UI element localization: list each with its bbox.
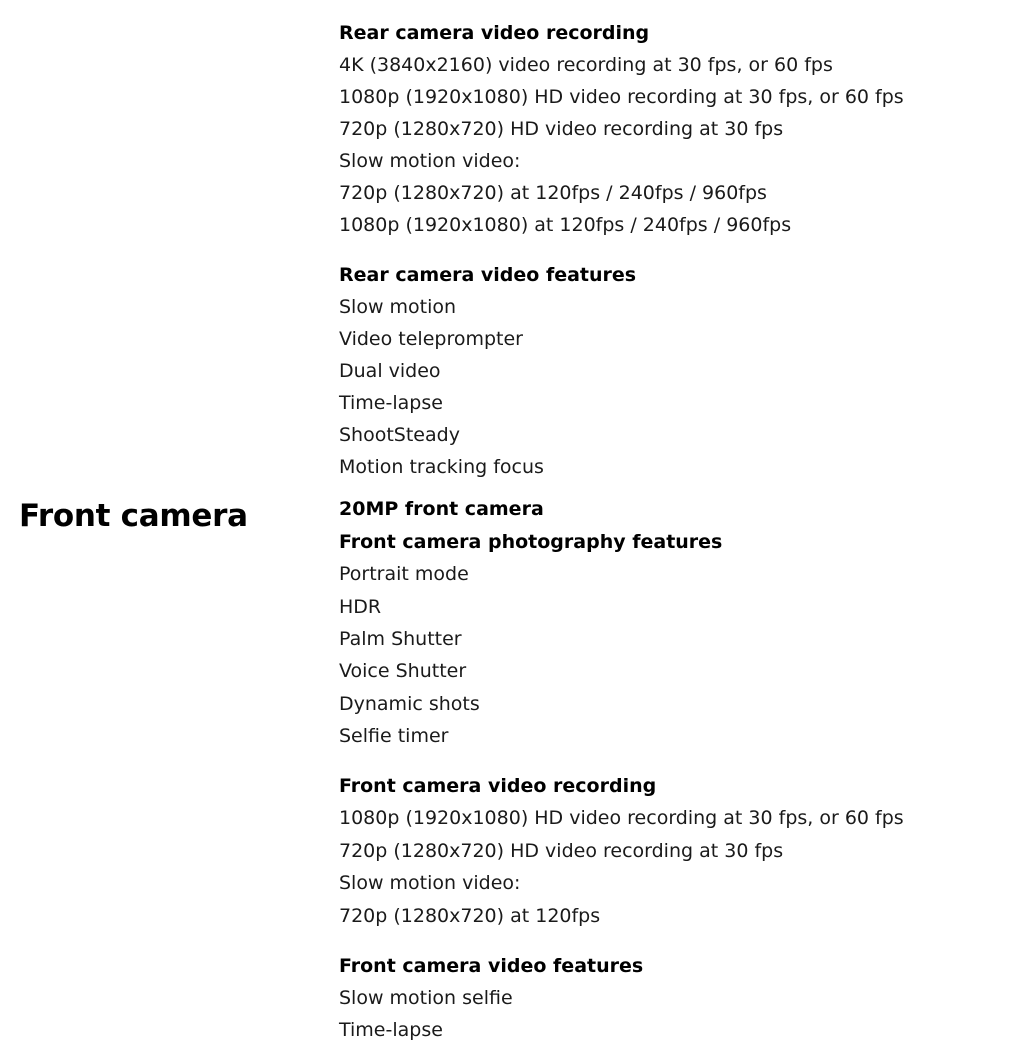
section-title-front-camera: Front camera: [19, 498, 248, 534]
spec-item: 1080p (1920x1080) HD video recording at 30 fps, or 60 fps: [339, 807, 904, 829]
spec-item: Slow motion selfie: [339, 987, 513, 1009]
spec-item: 1080p (1920x1080) HD video recording at 30 fps, or 60 fps: [339, 86, 904, 108]
spec-item: Dual video: [339, 360, 441, 382]
spec-item: Slow motion video:: [339, 872, 521, 894]
spec-item: HDR: [339, 596, 382, 618]
spec-item: Selfie timer: [339, 725, 449, 747]
spec-item: 4K (3840x2160) video recording at 30 fps, or 60 fps: [339, 54, 833, 76]
spec-item: Portrait mode: [339, 563, 469, 585]
front-video-recording-heading: Front camera video recording: [339, 775, 657, 797]
front-video-features-heading: Front camera video features: [339, 955, 644, 977]
spec-item: ShootSteady: [339, 424, 460, 446]
spec-item: Time-lapse: [339, 1019, 443, 1041]
spec-item: Slow motion video:: [339, 150, 521, 172]
rear-video-recording-heading: Rear camera video recording: [339, 22, 650, 44]
spec-item: 720p (1280x720) HD video recording at 30 fps: [339, 118, 784, 140]
spec-item: Video teleprompter: [339, 328, 523, 350]
spec-item: Slow motion: [339, 296, 457, 318]
spec-item: 1080p (1920x1080) at 120fps / 240fps / 960fps: [339, 214, 792, 236]
front-photo-features-heading: Front camera photography features: [339, 531, 723, 553]
front-camera-spec-heading: 20MP front camera: [339, 498, 544, 520]
spec-item: Dynamic shots: [339, 693, 480, 715]
spec-item: Palm Shutter: [339, 628, 462, 650]
spec-item: Voice Shutter: [339, 660, 467, 682]
spec-item: 720p (1280x720) at 120fps: [339, 905, 601, 927]
spec-item: Time-lapse: [339, 392, 443, 414]
spec-item: 720p (1280x720) at 120fps / 240fps / 960fps: [339, 182, 767, 204]
spec-item: 720p (1280x720) HD video recording at 30 fps: [339, 840, 784, 862]
spec-item: Motion tracking focus: [339, 456, 544, 478]
rear-video-features-heading: Rear camera video features: [339, 264, 637, 286]
